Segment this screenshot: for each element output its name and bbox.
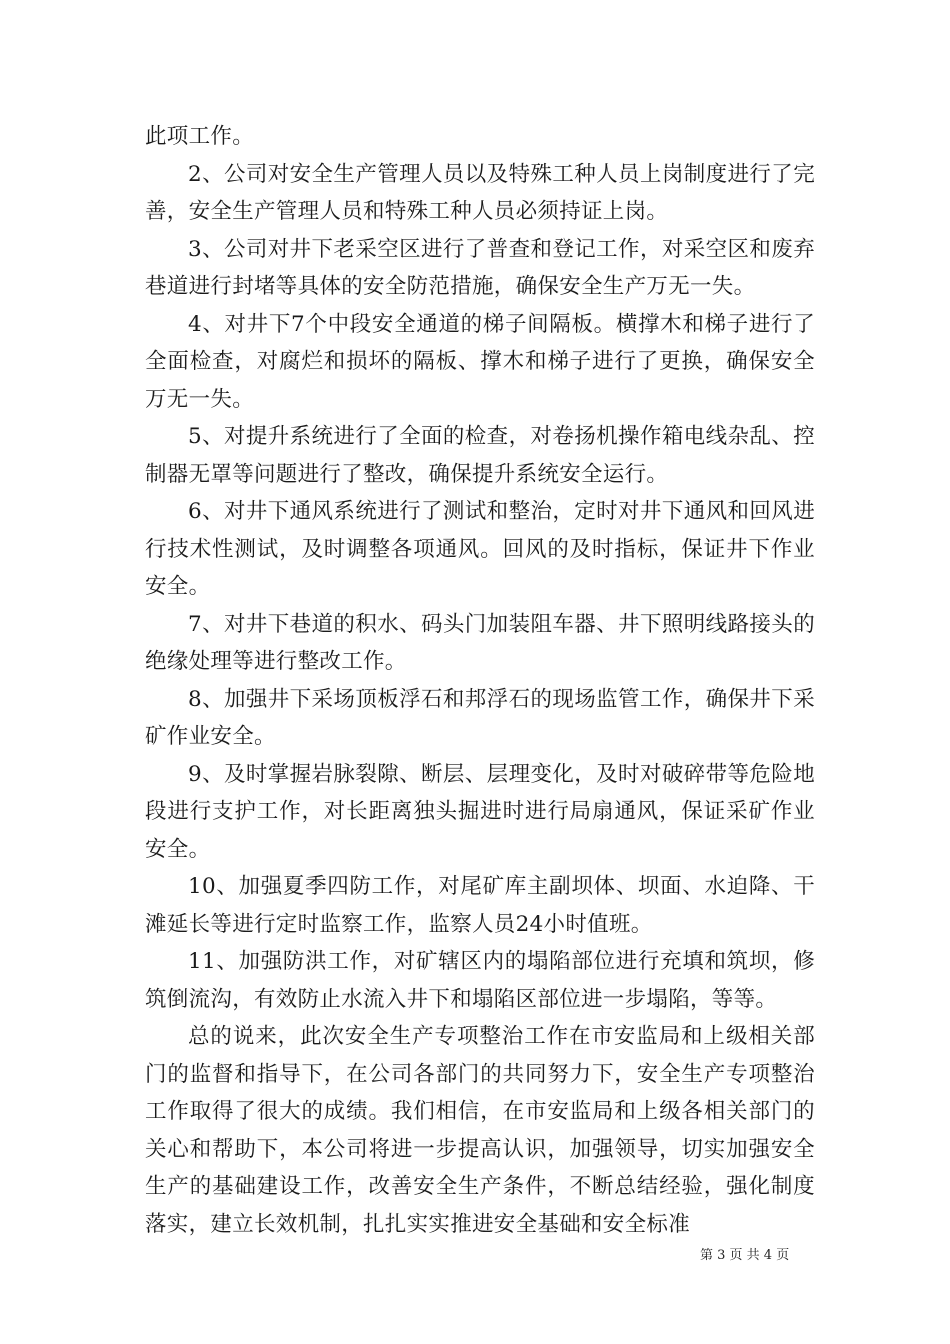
paragraph-summary: 总的说来，此次安全生产专项整治工作在市安监局和上级相关部门的监督和指导下，在公司各部门的共同努力下，安全生产专项整治工作取得了很大的成绩。我们相信，在市安监局和上级各相关部门的关心和帮助下，本公司将进一步提高认识，加强领导，切实加强安全生产的基础建设工作，改善安全生产条件，不断总结经验，强化制度落实，建立长效机制，扎扎实实推进安全基础和安全标准 (145, 1024, 815, 1237)
paragraph-item-7: 7、对井下巷道的积水、码头门加装阻车器、井下照明线路接头的绝缘处理等进行整改工作。 (145, 611, 815, 674)
paragraph-item-10: 10、加强夏季四防工作，对尾矿库主副坝体、坝面、水迫降、干滩延长等进行定时监察工作，监察人员24小时值班。 (145, 874, 815, 937)
paragraph-item-11: 11、加强防洪工作，对矿辖区内的塌陷部位进行充填和筑坝，修筑倒流沟，有效防止水流入井下和塌陷区部位进一步塌陷，等等。 (145, 949, 815, 1012)
paragraph-item-6: 6、对井下通风系统进行了测试和整治，定时对井下通风和回风进行技术性测试，及时调整各项通风。回风的及时指标，保证井下作业安全。 (145, 499, 815, 599)
paragraph-item-3: 3、公司对井下老采空区进行了普查和登记工作，对采空区和废弃巷道进行封堵等具体的安全防范措施，确保安全生产万无一失。 (145, 236, 815, 299)
paragraph-item-4: 4、对井下7个中段安全通道的梯子间隔板。横撑木和梯子进行了全面检查，对腐烂和损坏的隔板、撑木和梯子进行了更换，确保安全万无一失。 (145, 311, 815, 412)
page-number-footer: 第 3 页 共 4 页 (700, 1248, 790, 1263)
paragraph-item-8: 8、加强井下采场顶板浮石和邦浮石的现场监管工作，确保井下采矿作业安全。 (145, 686, 815, 749)
paragraph-item-5: 5、对提升系统进行了全面的检查，对卷扬机操作箱电线杂乱、控制器无罩等问题进行了整改，确保提升系统安全运行。 (145, 424, 815, 487)
paragraph-item-2: 2、公司对安全生产管理人员以及特殊工种人员上岗制度进行了完善，安全生产管理人员和特殊工种人员必须持证上岗。 (145, 161, 815, 224)
paragraph-item-9: 9、及时掌握岩脉裂隙、断层、层理变化，及时对破碎带等危险地段进行支护工作，对长距离独头掘进时进行局扇通风，保证采矿作业安全。 (145, 761, 815, 862)
paragraph-continuation: 此项工作。 (145, 124, 255, 149)
document-body (145, 118, 815, 1243)
